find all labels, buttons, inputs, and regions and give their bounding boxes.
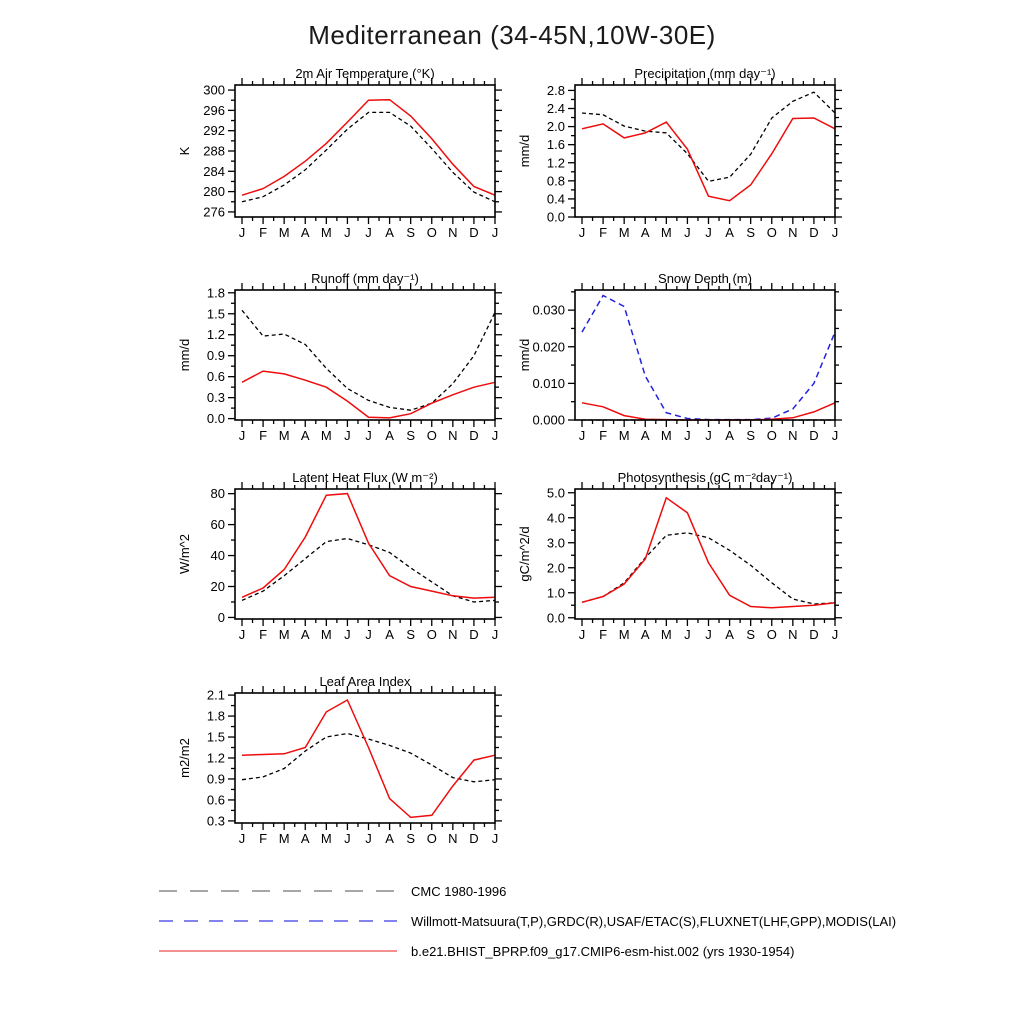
x-tick-label: J xyxy=(491,225,499,240)
x-tick-label: J xyxy=(238,225,246,240)
x-tick-label: M xyxy=(320,428,332,443)
x-tick-label: S xyxy=(406,831,416,846)
x-tick-label: D xyxy=(809,627,819,642)
x-tick-label: D xyxy=(809,225,819,240)
x-tick-label: N xyxy=(448,831,458,846)
y-tick-label: 0.3 xyxy=(206,813,225,829)
x-tick-label: A xyxy=(725,428,734,443)
y-tick-label: 300 xyxy=(203,82,225,98)
plot-frame xyxy=(575,85,835,217)
y-tick-label: 0.9 xyxy=(206,771,225,787)
x-tick-label: J xyxy=(491,428,499,443)
x-tick-label: N xyxy=(448,627,458,642)
x-tick-label: O xyxy=(426,627,437,642)
y-axis-label: mm/d xyxy=(517,338,532,372)
x-tick-label: N xyxy=(448,225,458,240)
x-tick-label: S xyxy=(746,428,756,443)
y-tick-label: 1.8 xyxy=(206,285,225,301)
y-tick-label: 1.5 xyxy=(206,306,225,322)
panel-title: Latent Heat Flux (W m⁻²) xyxy=(292,470,438,485)
y-tick-label: 0.0 xyxy=(546,610,565,626)
x-tick-label: A xyxy=(640,627,650,642)
x-tick-label: J xyxy=(365,831,372,846)
x-tick-label: J xyxy=(578,627,586,642)
legend-item-label: CMC 1980-1996 xyxy=(411,883,507,899)
y-tick-label: 60 xyxy=(210,517,225,533)
y-tick-label: 1.5 xyxy=(206,729,225,745)
legend-item xyxy=(158,881,506,901)
x-tick-label: M xyxy=(278,831,290,846)
x-tick-label: D xyxy=(809,428,819,443)
y-tick-label: 0.4 xyxy=(546,191,565,207)
x-tick-label: M xyxy=(618,627,630,642)
x-tick-label: F xyxy=(599,627,608,642)
panel-photosynthesis-gc-m-day xyxy=(517,470,842,642)
series-line-b-e21-bhist-bprp-f09-g17 xyxy=(242,700,495,817)
x-tick-label: A xyxy=(385,225,394,240)
y-tick-label: 0.000 xyxy=(532,412,565,428)
x-tick-label: S xyxy=(746,627,756,642)
x-tick-label: J xyxy=(344,627,351,642)
page-title: Mediterranean (34-45N,10W-30E) xyxy=(308,20,716,50)
panel-2m-air-temperature-k xyxy=(177,66,502,240)
y-tick-label: 292 xyxy=(203,123,225,139)
panel-leaf-area-index xyxy=(177,674,502,846)
y-tick-label: 20 xyxy=(210,579,225,594)
x-tick-label: A xyxy=(725,225,734,240)
series-line-willmott-matsuura-t-p-gr xyxy=(582,296,835,420)
y-tick-label: 80 xyxy=(210,486,225,502)
x-tick-label: F xyxy=(259,627,268,642)
x-tick-label: A xyxy=(640,428,650,443)
y-tick-label: 288 xyxy=(203,143,225,159)
x-tick-label: M xyxy=(278,428,290,443)
y-tick-label: 296 xyxy=(203,102,225,118)
y-axis-label: mm/d xyxy=(177,338,192,372)
legend-item-label: Willmott-Matsuura(T,P),GRDC(R),USAF/ETAC(S),FLUXNET(LHF,GPP),MODIS(LAI) xyxy=(411,913,897,929)
x-tick-label: D xyxy=(469,831,479,846)
plot-frame xyxy=(575,290,835,420)
x-tick-label: J xyxy=(365,428,372,443)
y-tick-label: 0.6 xyxy=(206,369,225,385)
x-tick-label: D xyxy=(469,428,479,443)
x-tick-label: A xyxy=(385,627,394,642)
x-tick-label: J xyxy=(684,627,691,642)
x-tick-label: J xyxy=(344,428,351,443)
x-tick-label: F xyxy=(599,428,608,443)
x-tick-label: M xyxy=(320,831,332,846)
y-tick-label: 1.0 xyxy=(546,585,565,601)
y-tick-label: 0 xyxy=(217,609,225,625)
x-tick-label: S xyxy=(406,225,416,240)
legend-line-swatch xyxy=(158,887,398,895)
panel-title: Precipitation (mm day⁻¹) xyxy=(634,66,776,81)
series-line-cmc-1980-1996 xyxy=(242,112,495,201)
panel-snow-depth-m xyxy=(517,271,842,443)
y-tick-label: 2.1 xyxy=(206,687,225,703)
y-tick-label: 284 xyxy=(203,163,225,179)
series-line-cmc-1980-1996 xyxy=(242,539,495,603)
series-line-cmc-1980-1996 xyxy=(582,92,835,181)
x-tick-label: J xyxy=(831,225,839,240)
y-tick-label: 276 xyxy=(203,204,225,220)
x-tick-label: J xyxy=(344,225,351,240)
x-tick-label: J xyxy=(238,627,246,642)
x-tick-label: M xyxy=(660,627,672,642)
y-tick-label: 0.8 xyxy=(546,173,565,189)
x-tick-label: A xyxy=(640,225,650,240)
y-tick-label: 0.0 xyxy=(546,209,565,225)
x-tick-label: A xyxy=(300,428,310,443)
series-line-b-e21-bhist-bprp-f09-g17 xyxy=(582,118,835,201)
legend-item-label: b.e21.BHIST_BPRP.f09_g17.CMIP6-esm-hist.002 (yrs 1930-1954) xyxy=(411,943,795,959)
x-tick-label: M xyxy=(618,225,630,240)
legend-line-swatch xyxy=(158,917,398,925)
x-tick-label: J xyxy=(705,225,712,240)
panel-title: Snow Depth (m) xyxy=(658,271,752,286)
plot-frame xyxy=(235,290,495,420)
x-tick-label: N xyxy=(788,627,798,642)
panel-title: Photosynthesis (gC m⁻²day⁻¹) xyxy=(617,470,793,485)
panel-latent-heat-flux-w-m xyxy=(177,470,502,642)
plot-frame xyxy=(235,693,495,823)
x-tick-label: J xyxy=(238,831,246,846)
x-tick-label: O xyxy=(426,428,437,443)
y-tick-label: 40 xyxy=(210,548,225,564)
x-tick-label: N xyxy=(448,428,458,443)
x-tick-label: M xyxy=(660,225,672,240)
x-tick-label: J xyxy=(238,428,246,443)
x-tick-label: A xyxy=(725,627,734,642)
panel-runoff-mm-day xyxy=(177,271,502,443)
x-tick-label: F xyxy=(259,428,268,443)
series-line-b-e21-bhist-bprp-f09-g17 xyxy=(242,100,495,196)
y-tick-label: 0.020 xyxy=(532,339,565,355)
y-tick-label: 0.0 xyxy=(206,411,225,427)
x-tick-label: J xyxy=(705,428,712,443)
series-line-b-e21-bhist-bprp-f09-g17 xyxy=(242,494,495,598)
x-tick-label: O xyxy=(766,428,777,443)
x-tick-label: S xyxy=(406,428,416,443)
x-tick-label: F xyxy=(259,225,268,240)
y-axis-label: K xyxy=(177,146,192,156)
panel-title: Leaf Area Index xyxy=(319,674,411,689)
y-tick-label: 1.2 xyxy=(546,155,565,171)
x-tick-label: M xyxy=(320,225,332,240)
x-tick-label: O xyxy=(426,225,437,240)
x-tick-label: O xyxy=(766,627,777,642)
x-tick-label: M xyxy=(618,428,630,443)
y-tick-label: 1.2 xyxy=(206,750,225,766)
series-line-b-e21-bhist-bprp-f09-g17 xyxy=(582,498,835,608)
panel-precipitation-mm-day xyxy=(517,66,842,240)
x-tick-label: J xyxy=(491,831,499,846)
x-tick-label: J xyxy=(578,225,586,240)
x-tick-label: O xyxy=(426,831,437,846)
x-tick-label: J xyxy=(684,225,691,240)
y-tick-label: 2.4 xyxy=(546,101,565,117)
y-tick-label: 2.8 xyxy=(546,82,565,98)
y-tick-label: 2.0 xyxy=(546,119,565,135)
x-tick-label: M xyxy=(320,627,332,642)
x-tick-label: S xyxy=(746,225,756,240)
y-tick-label: 1.8 xyxy=(206,708,225,724)
x-tick-label: A xyxy=(385,831,394,846)
x-tick-label: M xyxy=(278,225,290,240)
x-tick-label: A xyxy=(385,428,394,443)
panel-title: 2m Air Temperature (°K) xyxy=(295,66,435,81)
y-tick-label: 0.6 xyxy=(206,792,225,808)
x-tick-label: A xyxy=(300,225,310,240)
x-tick-label: J xyxy=(491,627,499,642)
x-tick-label: F xyxy=(599,225,608,240)
y-tick-label: 0.010 xyxy=(532,375,565,391)
x-tick-label: F xyxy=(259,831,268,846)
x-tick-label: D xyxy=(469,225,479,240)
x-tick-label: J xyxy=(831,627,839,642)
y-tick-label: 0.9 xyxy=(206,348,225,364)
x-tick-label: J xyxy=(831,428,839,443)
x-tick-label: J xyxy=(365,225,372,240)
x-tick-label: A xyxy=(300,627,310,642)
y-axis-label: W/m^2 xyxy=(177,533,192,575)
legend-item xyxy=(158,911,896,931)
x-tick-label: A xyxy=(300,831,310,846)
x-tick-label: S xyxy=(406,627,416,642)
x-tick-label: M xyxy=(278,627,290,642)
legend-item xyxy=(158,941,794,961)
y-tick-label: 280 xyxy=(203,184,225,200)
y-tick-label: 4.0 xyxy=(546,510,565,526)
x-tick-label: J xyxy=(344,831,351,846)
y-axis-label: gC/m^2/d xyxy=(517,526,532,582)
y-axis-label: mm/d xyxy=(517,134,532,168)
x-tick-label: J xyxy=(365,627,372,642)
series-line-cmc-1980-1996 xyxy=(242,734,495,782)
x-tick-label: M xyxy=(660,428,672,443)
y-tick-label: 5.0 xyxy=(546,485,565,501)
y-tick-label: 1.6 xyxy=(546,137,565,153)
x-tick-label: D xyxy=(469,627,479,642)
y-axis-label: m2/m2 xyxy=(177,738,192,778)
series-line-cmc-1980-1996 xyxy=(582,533,835,604)
x-tick-label: J xyxy=(684,428,691,443)
y-tick-label: 2.0 xyxy=(546,560,565,576)
x-tick-label: J xyxy=(578,428,586,443)
y-tick-label: 0.3 xyxy=(206,390,225,406)
y-tick-label: 1.2 xyxy=(206,327,225,343)
series-line-b-e21-bhist-bprp-f09-g17 xyxy=(582,403,835,420)
plot-frame xyxy=(235,489,495,619)
y-tick-label: 0.030 xyxy=(532,302,565,318)
x-tick-label: O xyxy=(766,225,777,240)
x-tick-label: N xyxy=(788,428,798,443)
series-line-b-e21-bhist-bprp-f09-g17 xyxy=(242,371,495,418)
series-line-cmc-1980-1996 xyxy=(242,310,495,410)
x-tick-label: J xyxy=(705,627,712,642)
legend-line-swatch xyxy=(158,947,398,955)
panel-title: Runoff (mm day⁻¹) xyxy=(311,271,419,286)
x-tick-label: N xyxy=(788,225,798,240)
y-tick-label: 3.0 xyxy=(546,535,565,551)
